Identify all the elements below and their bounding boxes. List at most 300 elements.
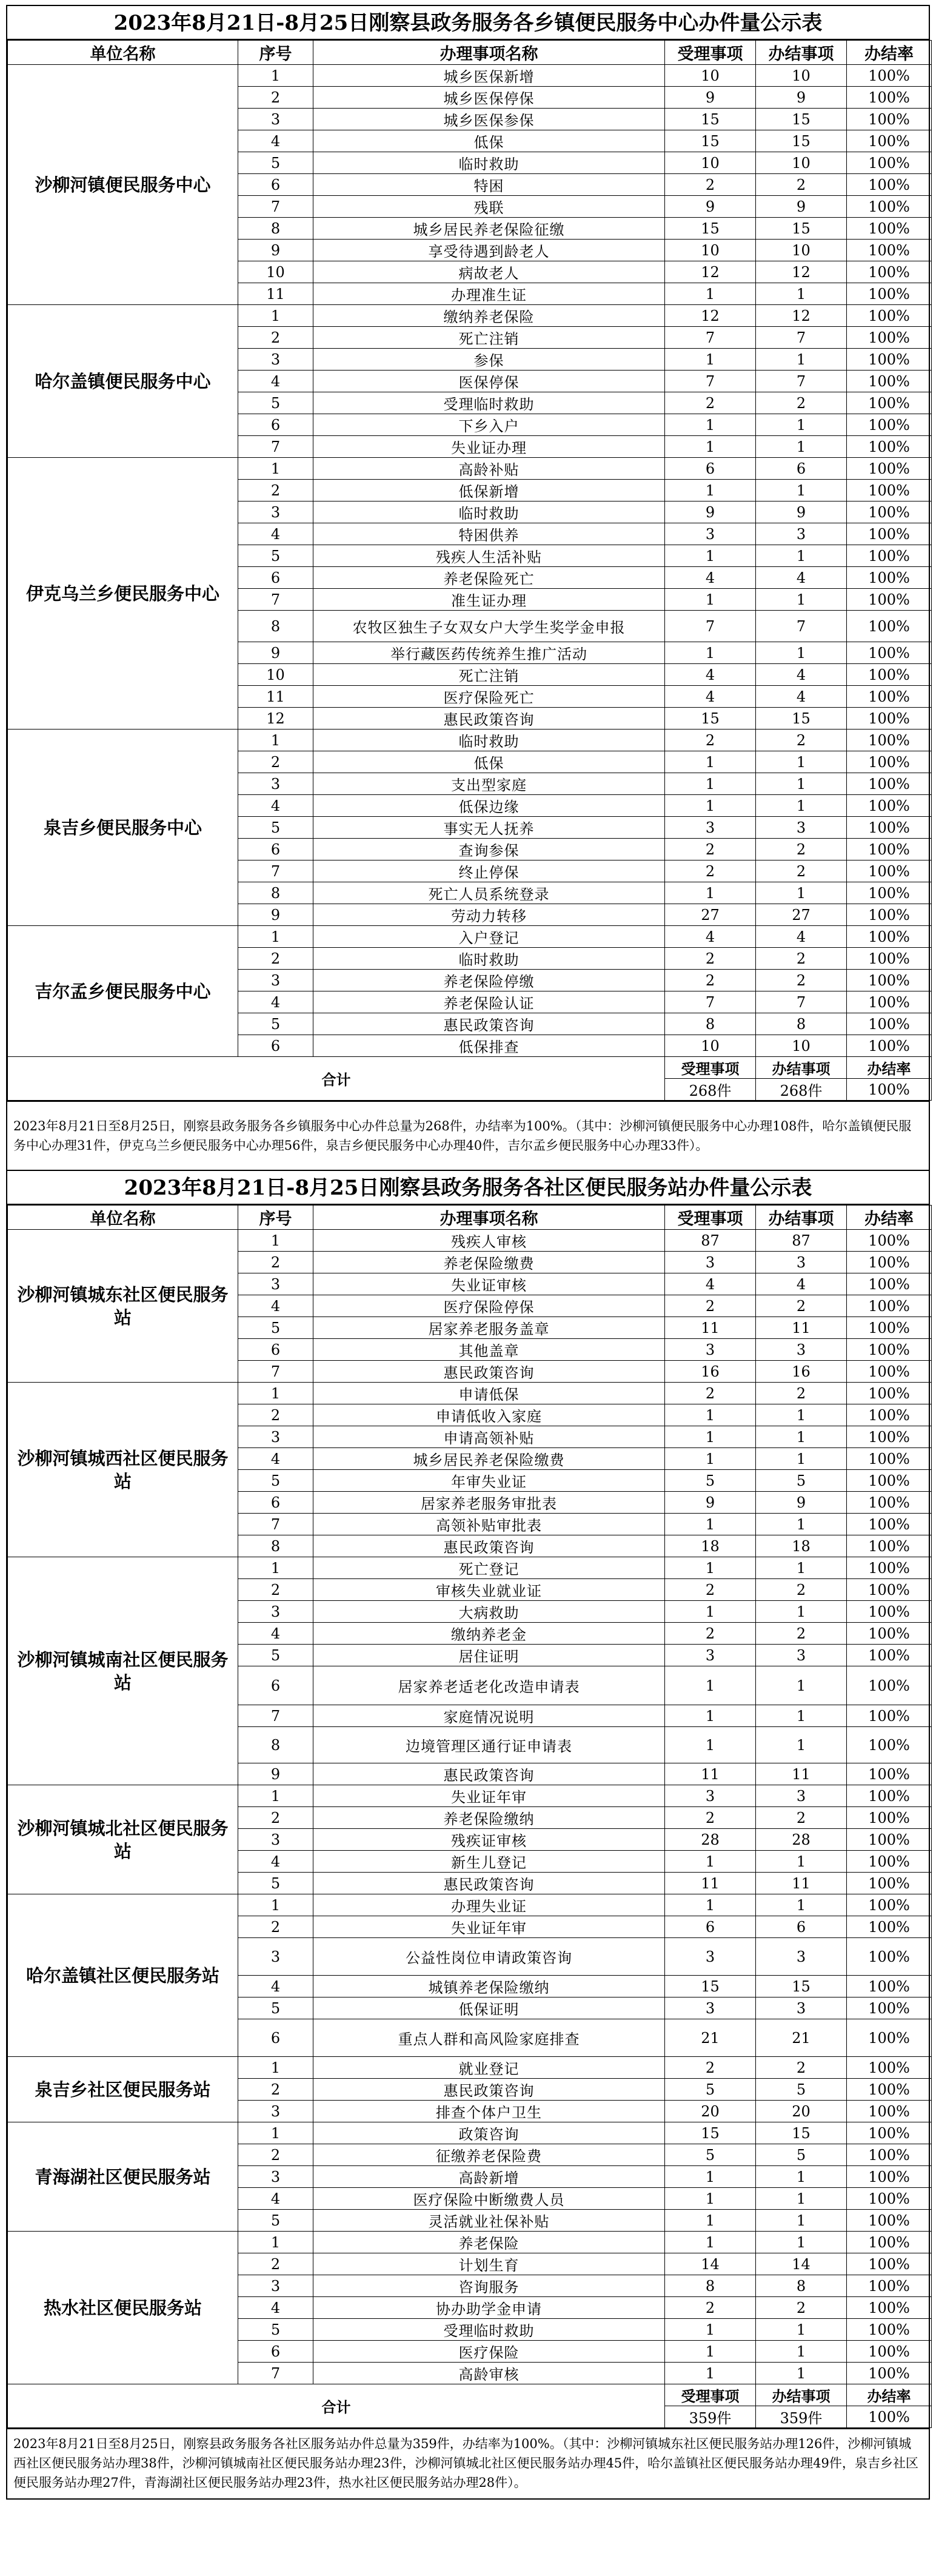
header-accepted: 受理事项	[665, 1206, 756, 1230]
row-rate: 100%	[847, 751, 932, 773]
row-completed: 1	[756, 882, 847, 904]
row-completed: 3	[756, 1252, 847, 1273]
row-seq: 1	[238, 1557, 313, 1579]
row-item: 死亡注销	[313, 664, 665, 686]
row-accepted: 1	[665, 2166, 756, 2188]
row-accepted: 9	[665, 1492, 756, 1514]
row-completed: 2	[756, 392, 847, 414]
row-item: 高领补贴审批表	[313, 1514, 665, 1535]
row-item: 死亡登记	[313, 1557, 665, 1579]
row-completed: 1	[756, 436, 847, 458]
row-item: 医疗保险死亡	[313, 686, 665, 708]
row-completed: 16	[756, 1361, 847, 1383]
row-completed: 20	[756, 2101, 847, 2122]
table-row	[8, 1557, 932, 1579]
row-completed: 2	[756, 1295, 847, 1317]
row-completed: 3	[756, 523, 847, 545]
row-rate: 100%	[847, 2319, 932, 2341]
row-item: 临时救助	[313, 948, 665, 970]
table-header-row	[8, 41, 932, 65]
row-rate: 100%	[847, 2253, 932, 2275]
row-accepted: 1	[665, 349, 756, 371]
row-item: 家庭情况说明	[313, 1705, 665, 1727]
row-accepted: 3	[665, 1938, 756, 1976]
unit-name: 沙柳河镇城西社区便民服务站	[8, 1383, 238, 1557]
row-rate: 100%	[847, 371, 932, 392]
row-seq: 8	[238, 882, 313, 904]
row-seq: 7	[238, 1514, 313, 1535]
row-accepted: 15	[665, 218, 756, 240]
row-completed: 4	[756, 1273, 847, 1295]
row-seq: 4	[238, 1295, 313, 1317]
row-completed: 2	[756, 948, 847, 970]
row-completed: 4	[756, 686, 847, 708]
row-completed: 27	[756, 904, 847, 926]
row-accepted: 2	[665, 1383, 756, 1404]
unit-name: 伊克乌兰乡便民服务中心	[8, 458, 238, 730]
row-seq: 6	[238, 174, 313, 196]
row-seq: 9	[238, 240, 313, 261]
row-accepted: 3	[665, 817, 756, 839]
row-rate: 100%	[847, 2079, 932, 2101]
row-seq: 9	[238, 1763, 313, 1785]
row-item: 惠民政策咨询	[313, 1013, 665, 1035]
row-completed: 8	[756, 2275, 847, 2297]
unit-name: 沙柳河镇城南社区便民服务站	[8, 1557, 238, 1785]
row-completed: 1	[756, 2363, 847, 2384]
row-rate: 100%	[847, 1666, 932, 1705]
row-accepted: 87	[665, 1230, 756, 1252]
row-completed: 3	[756, 817, 847, 839]
row-seq: 6	[238, 1666, 313, 1705]
row-accepted: 11	[665, 1873, 756, 1894]
row-seq: 1	[238, 926, 313, 948]
unit-name: 沙柳河镇城北社区便民服务站	[8, 1785, 238, 1894]
row-rate: 100%	[847, 1829, 932, 1851]
row-completed: 11	[756, 1873, 847, 1894]
row-item: 临时救助	[313, 501, 665, 523]
row-accepted: 9	[665, 196, 756, 218]
row-rate: 100%	[847, 1579, 932, 1601]
row-completed: 5	[756, 2079, 847, 2101]
row-item: 居家养老服务盖章	[313, 1317, 665, 1339]
row-item: 残联	[313, 196, 665, 218]
row-completed: 1	[756, 1894, 847, 1916]
row-seq: 2	[238, 948, 313, 970]
row-rate: 100%	[847, 2144, 932, 2166]
row-item: 低保排查	[313, 1035, 665, 1057]
row-rate: 100%	[847, 1230, 932, 1252]
row-seq: 8	[238, 611, 313, 642]
row-item: 高龄补贴	[313, 458, 665, 480]
row-completed: 2	[756, 730, 847, 751]
row-item: 参保	[313, 349, 665, 371]
row-rate: 100%	[847, 817, 932, 839]
row-completed: 1	[756, 1666, 847, 1705]
row-seq: 2	[238, 1807, 313, 1829]
row-completed: 10	[756, 1035, 847, 1057]
row-rate: 100%	[847, 1645, 932, 1666]
row-item: 低保	[313, 130, 665, 152]
row-rate: 100%	[847, 545, 932, 567]
row-accepted: 1	[665, 2188, 756, 2210]
row-item: 残疾人审核	[313, 1230, 665, 1252]
row-accepted: 1	[665, 1894, 756, 1916]
row-rate: 100%	[847, 1785, 932, 1807]
row-item: 低保证明	[313, 1997, 665, 2019]
row-rate: 100%	[847, 261, 932, 283]
total-rate: 100%	[847, 2406, 932, 2428]
row-completed: 6	[756, 458, 847, 480]
row-rate: 100%	[847, 1448, 932, 1470]
total-label: 合计	[8, 2384, 665, 2428]
row-completed: 2	[756, 1383, 847, 1404]
row-completed: 1	[756, 751, 847, 773]
row-rate: 100%	[847, 773, 932, 795]
row-rate: 100%	[847, 860, 932, 882]
row-rate: 100%	[847, 1361, 932, 1383]
row-rate: 100%	[847, 664, 932, 686]
row-rate: 100%	[847, 1273, 932, 1295]
row-item: 居家养老适老化改造申请表	[313, 1666, 665, 1705]
row-seq: 5	[238, 817, 313, 839]
row-completed: 9	[756, 87, 847, 109]
row-accepted: 1	[665, 1666, 756, 1705]
row-rate: 100%	[847, 240, 932, 261]
row-completed: 18	[756, 1535, 847, 1557]
row-seq: 1	[238, 305, 313, 327]
row-accepted: 3	[665, 1339, 756, 1361]
row-seq: 4	[238, 1448, 313, 1470]
row-item: 养老保险	[313, 2232, 665, 2253]
header-unit: 单位名称	[8, 1206, 238, 1230]
row-seq: 4	[238, 1976, 313, 1997]
row-rate: 100%	[847, 414, 932, 436]
row-seq: 4	[238, 523, 313, 545]
total-rate: 100%	[847, 1079, 932, 1101]
unit-name: 热水社区便民服务站	[8, 2232, 238, 2384]
row-accepted: 1	[665, 2319, 756, 2341]
section2-body	[8, 1230, 932, 2384]
row-accepted: 2	[665, 970, 756, 991]
row-completed: 4	[756, 664, 847, 686]
row-accepted: 1	[665, 2232, 756, 2253]
row-completed: 3	[756, 1785, 847, 1807]
total-rate-label: 办结率	[847, 2384, 932, 2406]
row-item: 特困	[313, 174, 665, 196]
row-rate: 100%	[847, 1601, 932, 1623]
row-rate: 100%	[847, 1426, 932, 1448]
row-item: 临时救助	[313, 152, 665, 174]
row-rate: 100%	[847, 65, 932, 87]
section2-title: 2023年8月21日-8月25日刚察县政务服务各社区便民服务站办件量公示表	[7, 1170, 929, 1205]
row-rate: 100%	[847, 1851, 932, 1873]
row-accepted: 1	[665, 414, 756, 436]
total-completed-label: 办结事项	[756, 1057, 847, 1079]
row-rate: 100%	[847, 948, 932, 970]
table-row	[8, 730, 932, 751]
row-accepted: 2	[665, 1623, 756, 1645]
row-seq: 3	[238, 970, 313, 991]
total-accepted-label: 受理事项	[665, 2384, 756, 2406]
row-completed: 1	[756, 1851, 847, 1873]
row-item: 入户登记	[313, 926, 665, 948]
row-accepted: 4	[665, 664, 756, 686]
row-item: 养老保险死亡	[313, 567, 665, 589]
row-seq: 6	[238, 1339, 313, 1361]
row-completed: 7	[756, 991, 847, 1013]
row-seq: 2	[238, 87, 313, 109]
row-item: 高龄新增	[313, 2166, 665, 2188]
row-accepted: 28	[665, 1829, 756, 1851]
row-seq: 4	[238, 1851, 313, 1873]
row-completed: 87	[756, 1230, 847, 1252]
row-item: 残疾人生活补贴	[313, 545, 665, 567]
row-accepted: 1	[665, 1557, 756, 1579]
row-item: 就业登记	[313, 2057, 665, 2079]
row-accepted: 9	[665, 501, 756, 523]
table-row	[8, 458, 932, 480]
row-seq: 2	[238, 1579, 313, 1601]
row-accepted: 4	[665, 926, 756, 948]
row-seq: 5	[238, 1013, 313, 1035]
row-seq: 8	[238, 1535, 313, 1557]
row-rate: 100%	[847, 523, 932, 545]
row-completed: 9	[756, 196, 847, 218]
row-rate: 100%	[847, 1383, 932, 1404]
total-header-row	[8, 1057, 932, 1079]
total-accepted-label: 受理事项	[665, 1057, 756, 1079]
row-rate: 100%	[847, 480, 932, 501]
row-accepted: 7	[665, 371, 756, 392]
row-accepted: 21	[665, 2019, 756, 2057]
row-seq: 2	[238, 1916, 313, 1938]
row-seq: 3	[238, 2101, 313, 2122]
row-seq: 6	[238, 1492, 313, 1514]
row-rate: 100%	[847, 611, 932, 642]
header-item: 办理事项名称	[313, 1206, 665, 1230]
row-accepted: 15	[665, 109, 756, 130]
row-completed: 15	[756, 218, 847, 240]
row-seq: 2	[238, 751, 313, 773]
row-seq: 5	[238, 152, 313, 174]
unit-name: 沙柳河镇城东社区便民服务站	[8, 1230, 238, 1383]
row-seq: 7	[238, 196, 313, 218]
header-completed: 办结事项	[756, 41, 847, 65]
row-accepted: 1	[665, 436, 756, 458]
row-accepted: 10	[665, 65, 756, 87]
row-accepted: 2	[665, 2297, 756, 2319]
notice-document	[6, 5, 930, 2500]
row-item: 年审失业证	[313, 1470, 665, 1492]
row-rate: 100%	[847, 1894, 932, 1916]
row-completed: 8	[756, 1013, 847, 1035]
row-seq: 2	[238, 1252, 313, 1273]
row-rate: 100%	[847, 87, 932, 109]
row-item: 计划生育	[313, 2253, 665, 2275]
row-rate: 100%	[847, 2341, 932, 2363]
row-item: 养老保险停缴	[313, 970, 665, 991]
row-item: 受理临时救助	[313, 392, 665, 414]
row-completed: 1	[756, 414, 847, 436]
row-seq: 7	[238, 589, 313, 611]
row-seq: 7	[238, 436, 313, 458]
row-completed: 11	[756, 1763, 847, 1785]
row-seq: 5	[238, 2319, 313, 2341]
row-completed: 1	[756, 1514, 847, 1535]
row-rate: 100%	[847, 1535, 932, 1557]
row-accepted: 1	[665, 1426, 756, 1448]
row-item: 居住证明	[313, 1645, 665, 1666]
row-item: 医疗保险停保	[313, 1295, 665, 1317]
row-rate: 100%	[847, 109, 932, 130]
row-seq: 6	[238, 1035, 313, 1057]
row-accepted: 1	[665, 751, 756, 773]
row-seq: 4	[238, 991, 313, 1013]
row-rate: 100%	[847, 795, 932, 817]
row-rate: 100%	[847, 1252, 932, 1273]
row-seq: 7	[238, 1361, 313, 1383]
row-rate: 100%	[847, 2019, 932, 2057]
row-accepted: 2	[665, 948, 756, 970]
unit-name: 泉吉乡社区便民服务站	[8, 2057, 238, 2122]
total-accepted: 359件	[665, 2406, 756, 2428]
row-rate: 100%	[847, 1763, 932, 1785]
row-accepted: 2	[665, 860, 756, 882]
row-completed: 4	[756, 926, 847, 948]
row-seq: 8	[238, 218, 313, 240]
row-rate: 100%	[847, 1938, 932, 1976]
row-completed: 7	[756, 371, 847, 392]
row-completed: 5	[756, 2144, 847, 2166]
row-accepted: 1	[665, 1727, 756, 1763]
row-item: 惠民政策咨询	[313, 708, 665, 730]
row-seq: 1	[238, 2232, 313, 2253]
row-rate: 100%	[847, 196, 932, 218]
row-accepted: 16	[665, 1361, 756, 1383]
row-completed: 1	[756, 2188, 847, 2210]
section1-body	[8, 65, 932, 1057]
row-completed: 1	[756, 2232, 847, 2253]
row-rate: 100%	[847, 1807, 932, 1829]
section1-note: 2023年8月21日至8月25日，刚察县政务服务各乡镇服务中心办件总量为268件，办结率为100%。（其中：沙柳河镇便民服务中心办理108件，哈尔盖镇便民服务中心办理31件，伊克乌兰乡便民服务中心办理56件，泉吉乡便民服务中心办理40件，吉尔孟乡便民服务中心办理33件）。	[7, 1101, 929, 1170]
row-accepted: 4	[665, 567, 756, 589]
total-label: 合计	[8, 1057, 665, 1101]
row-seq: 3	[238, 773, 313, 795]
row-completed: 1	[756, 480, 847, 501]
row-completed: 12	[756, 261, 847, 283]
row-rate: 100%	[847, 1873, 932, 1894]
table-row	[8, 2122, 932, 2144]
row-rate: 100%	[847, 349, 932, 371]
row-accepted: 4	[665, 1273, 756, 1295]
row-seq: 9	[238, 642, 313, 664]
row-item: 受理临时救助	[313, 2319, 665, 2341]
row-item: 失业证年审	[313, 1785, 665, 1807]
row-seq: 5	[238, 1873, 313, 1894]
header-unit: 单位名称	[8, 41, 238, 65]
row-item: 办理失业证	[313, 1894, 665, 1916]
row-accepted: 7	[665, 327, 756, 349]
row-rate: 100%	[847, 1035, 932, 1057]
row-completed: 1	[756, 642, 847, 664]
row-accepted: 1	[665, 1851, 756, 1873]
row-rate: 100%	[847, 327, 932, 349]
row-item: 城乡居民养老保险征缴	[313, 218, 665, 240]
total-accepted: 268件	[665, 1079, 756, 1101]
row-item: 城乡医保新增	[313, 65, 665, 87]
row-item: 低保新增	[313, 480, 665, 501]
row-item: 办理准生证	[313, 283, 665, 305]
row-seq: 5	[238, 1470, 313, 1492]
row-item: 失业证审核	[313, 1273, 665, 1295]
row-accepted: 6	[665, 1916, 756, 1938]
table-row	[8, 926, 932, 948]
row-seq: 5	[238, 1317, 313, 1339]
row-seq: 5	[238, 1997, 313, 2019]
row-rate: 100%	[847, 1705, 932, 1727]
header-completed: 办结事项	[756, 1206, 847, 1230]
row-rate: 100%	[847, 567, 932, 589]
row-item: 农牧区独生子女双女户大学生奖学金申报	[313, 611, 665, 642]
section2-note: 2023年8月21日至8月25日，刚察县政务服务各社区服务站办件总量为359件，办结率为100%。（其中：沙柳河镇城东社区便民服务站办理126件，沙柳河镇城西社区便民服务站办理38件，沙柳河镇城南社区便民服务站办理23件，沙柳河镇城北社区便民服务站办理45件，哈尔盖镇社区便民服务站办理49件，泉吉乡社区便民服务站办理27件，青海湖社区便民服务站办理23件，热水社区便民服务站办理28件）。	[7, 2428, 929, 2498]
row-item: 协办助学金申请	[313, 2297, 665, 2319]
row-item: 死亡人员系统登录	[313, 882, 665, 904]
row-rate: 100%	[847, 1492, 932, 1514]
row-accepted: 1	[665, 882, 756, 904]
row-accepted: 1	[665, 773, 756, 795]
row-seq: 6	[238, 839, 313, 860]
row-rate: 100%	[847, 2057, 932, 2079]
row-item: 城乡居民养老保险缴费	[313, 1448, 665, 1470]
row-seq: 11	[238, 686, 313, 708]
section1-title: 2023年8月21日-8月25日刚察县政务服务各乡镇便民服务中心办件量公示表	[7, 6, 929, 40]
row-completed: 10	[756, 240, 847, 261]
row-item: 医疗保险	[313, 2341, 665, 2363]
row-rate: 100%	[847, 2210, 932, 2232]
row-item: 医疗保险中断缴费人员	[313, 2188, 665, 2210]
row-seq: 12	[238, 708, 313, 730]
row-seq: 2	[238, 2144, 313, 2166]
row-accepted: 11	[665, 1763, 756, 1785]
row-seq: 1	[238, 1894, 313, 1916]
row-accepted: 4	[665, 686, 756, 708]
row-rate: 100%	[847, 130, 932, 152]
row-accepted: 3	[665, 1645, 756, 1666]
row-completed: 1	[756, 1601, 847, 1623]
table-row	[8, 1894, 932, 1916]
row-seq: 5	[238, 1645, 313, 1666]
row-item: 居家养老服务审批表	[313, 1492, 665, 1514]
row-completed: 1	[756, 2319, 847, 2341]
row-rate: 100%	[847, 1317, 932, 1339]
row-item: 低保	[313, 751, 665, 773]
table-row	[8, 305, 932, 327]
row-rate: 100%	[847, 642, 932, 664]
row-accepted: 1	[665, 795, 756, 817]
row-accepted: 1	[665, 589, 756, 611]
row-accepted: 10	[665, 1035, 756, 1057]
total-rate-label: 办结率	[847, 1057, 932, 1079]
row-completed: 3	[756, 1339, 847, 1361]
row-item: 政策咨询	[313, 2122, 665, 2144]
row-accepted: 3	[665, 1252, 756, 1273]
row-completed: 3	[756, 1938, 847, 1976]
row-rate: 100%	[847, 1295, 932, 1317]
row-completed: 2	[756, 1807, 847, 1829]
row-seq: 1	[238, 458, 313, 480]
row-item: 下乡入户	[313, 414, 665, 436]
